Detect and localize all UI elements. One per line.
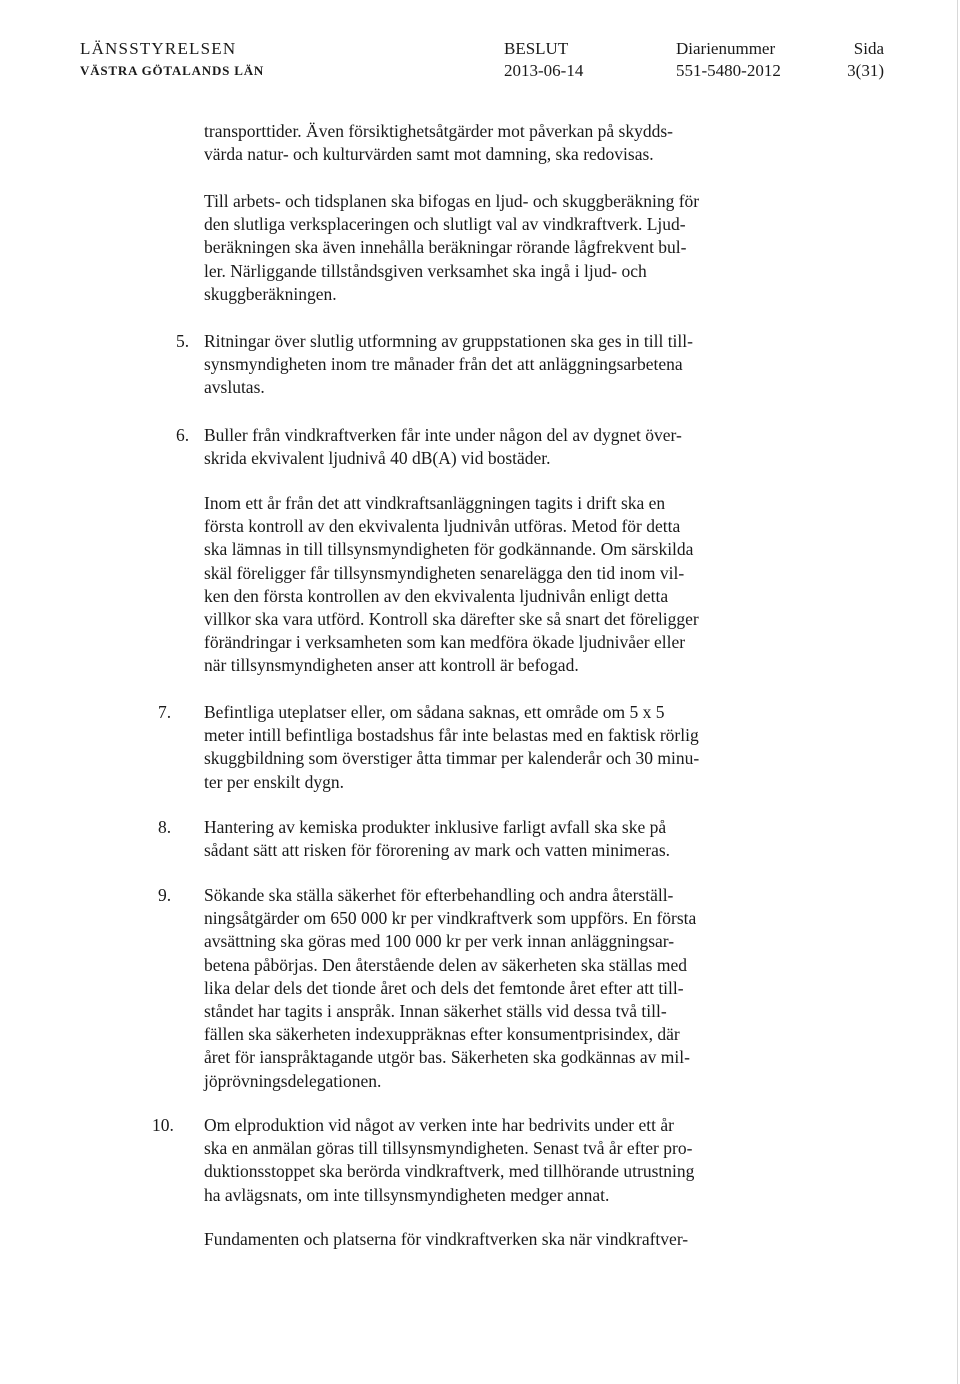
- text-line: ningsåtgärder om 650 000 kr per vindkraftverk som uppförs. En första: [204, 908, 697, 929]
- text-line: sådant sätt att risken för förorening av mark och vatten minimeras.: [204, 840, 671, 861]
- text-line: Om elproduktion vid något av verken inte har bedrivits under ett år: [204, 1115, 674, 1135]
- text-line: ter per enskilt dygn.: [204, 771, 344, 792]
- authority-name: LÄNSSTYRELSEN: [80, 39, 237, 58]
- text-line: synsmyndigheten inom tre månader från det att anläggningsarbetena: [204, 354, 683, 375]
- document-header: [0, 38, 960, 88]
- item-number-5: 5.: [176, 331, 190, 351]
- item-number-8: 8.: [158, 817, 172, 837]
- page-number: 3(31): [847, 61, 884, 80]
- diarie-block: [676, 38, 781, 82]
- text-line: transporttider. Även försiktighetsåtgärder mot påverkan på skydds-: [204, 121, 673, 141]
- text-line: ler. Närliggande tillståndsgiven verksamhet ska ingå i ljud- och: [204, 260, 647, 281]
- item-9-text: [204, 884, 764, 1093]
- text-line: ska lämnas in till tillsynsmyndigheten för godkännande. Om särskilda: [204, 539, 694, 560]
- diarie-number: 551-5480-2012: [676, 61, 781, 80]
- text-line: villkor ska vara utförd. Kontroll ska därefter ske så snart det föreligger: [204, 609, 699, 630]
- decision-block: [504, 38, 583, 82]
- item-6-text: [204, 424, 764, 470]
- text-line: fällen ska säkerheten indexuppräknas efter konsumentprisindex, där: [204, 1024, 680, 1045]
- text-line: den slutliga verksplaceringen och slutligt val av vindkraftverk. Ljud-: [204, 214, 686, 235]
- paragraph-sound-shadow: [204, 190, 764, 306]
- item-10-text: [204, 1114, 764, 1207]
- page-edge: [957, 0, 958, 1384]
- text-line: betena påbörjas. Den återstående delen av säkerheten ska ställas med: [204, 954, 687, 975]
- text-line: ha avlägsnats, om inte tillsynsmyndigheten medger annat.: [204, 1184, 610, 1205]
- text-line: beräkningen ska även innehålla beräkningar rörande lågfrekvent bul-: [204, 237, 687, 258]
- text-line: ska en anmälan göras till tillsynsmyndigheten. Senast två år efter pro-: [204, 1138, 693, 1159]
- document-date: 2013-06-14: [504, 61, 584, 80]
- text-line: Inom ett år från det att vindkraftsanläggningen tagits i drift ska en: [204, 493, 666, 513]
- paragraph-foundations: [204, 1228, 764, 1251]
- item-7-text: [204, 701, 764, 794]
- page-block: [832, 38, 884, 82]
- paragraph-noise-control: [204, 492, 764, 678]
- text-line: lika delar dels det tionde året och dels det femtonde året efter att till-: [204, 977, 684, 998]
- text-line: Ritningar över slutlig utformning av gruppstationen ska ges in till till-: [204, 331, 693, 351]
- text-line: när tillsynsmyndigheten anser att kontroll är befogad.: [204, 655, 579, 676]
- document-type: BESLUT: [504, 39, 569, 58]
- item-number-10: 10.: [152, 1115, 174, 1135]
- text-line: skuggbildning som överstiger åtta timmar per kalenderår och 30 minu-: [204, 748, 700, 769]
- item-8-text: [204, 816, 764, 862]
- item-number-7: 7.: [158, 702, 172, 722]
- text-line: Buller från vindkraftverken får inte under någon del av dygnet över-: [204, 425, 682, 445]
- text-line: ståndet har tagits i anspråk. Innan säkerhet ställs vid dessa två till-: [204, 1001, 667, 1022]
- text-line: året för ianspråktagande utgör bas. Säkerheten ska godkännas av mil-: [204, 1047, 690, 1068]
- text-line: Sökande ska ställa säkerhet för efterbehandling och andra återställ-: [204, 885, 674, 905]
- text-line: Befintliga uteplatser eller, om sådana saknas, ett område om 5 x 5: [204, 702, 665, 722]
- text-line: duktionsstoppet ska berörda vindkraftverk, med tillhörande utrustning: [204, 1161, 695, 1182]
- text-line: värda natur- och kulturvärden samt mot damning, ska redovisas.: [204, 144, 654, 165]
- diarie-label: Diarienummer: [676, 39, 776, 58]
- text-line: Till arbets- och tidsplanen ska bifogas en ljud- och skuggberäkning för: [204, 191, 700, 211]
- text-line: jöprövningsdelegationen.: [204, 1070, 382, 1091]
- text-line: Hantering av kemiska produkter inklusive farligt avfall ska ske på: [204, 817, 667, 837]
- authority-block: [80, 38, 264, 82]
- text-line: förändringar i verksamheten som kan medföra ökade ljudnivåer eller: [204, 632, 686, 653]
- paragraph-transport: [204, 120, 764, 166]
- authority-county: VÄSTRA GÖTALANDS LÄN: [80, 63, 265, 78]
- page-label: Sida: [853, 39, 884, 58]
- text-line: skuggberäkningen.: [204, 283, 337, 304]
- item-5-text: [204, 330, 764, 400]
- text-line: Fundamenten och platserna för vindkraftverken ska när vindkraftver-: [204, 1229, 689, 1249]
- item-number-9: 9.: [158, 885, 172, 905]
- text-line: avslutas.: [204, 377, 265, 398]
- text-line: meter intill befintliga bostadshus får inte belastas med en faktisk rörlig: [204, 725, 699, 746]
- item-number-6: 6.: [176, 425, 190, 445]
- text-line: avsättning ska göras med 100 000 kr per verk innan anläggningsar-: [204, 931, 675, 952]
- text-line: skäl föreligger får tillsynsmyndigheten senarelägga den tid inom vil-: [204, 562, 685, 583]
- text-line: första kontroll av den ekvivalenta ljudnivån utföras. Metod för detta: [204, 516, 681, 537]
- text-line: ken den första kontrollen av den ekvivalenta ljudnivån enligt detta: [204, 585, 669, 606]
- text-line: skrida ekvivalent ljudnivå 40 dB(A) vid bostäder.: [204, 448, 551, 469]
